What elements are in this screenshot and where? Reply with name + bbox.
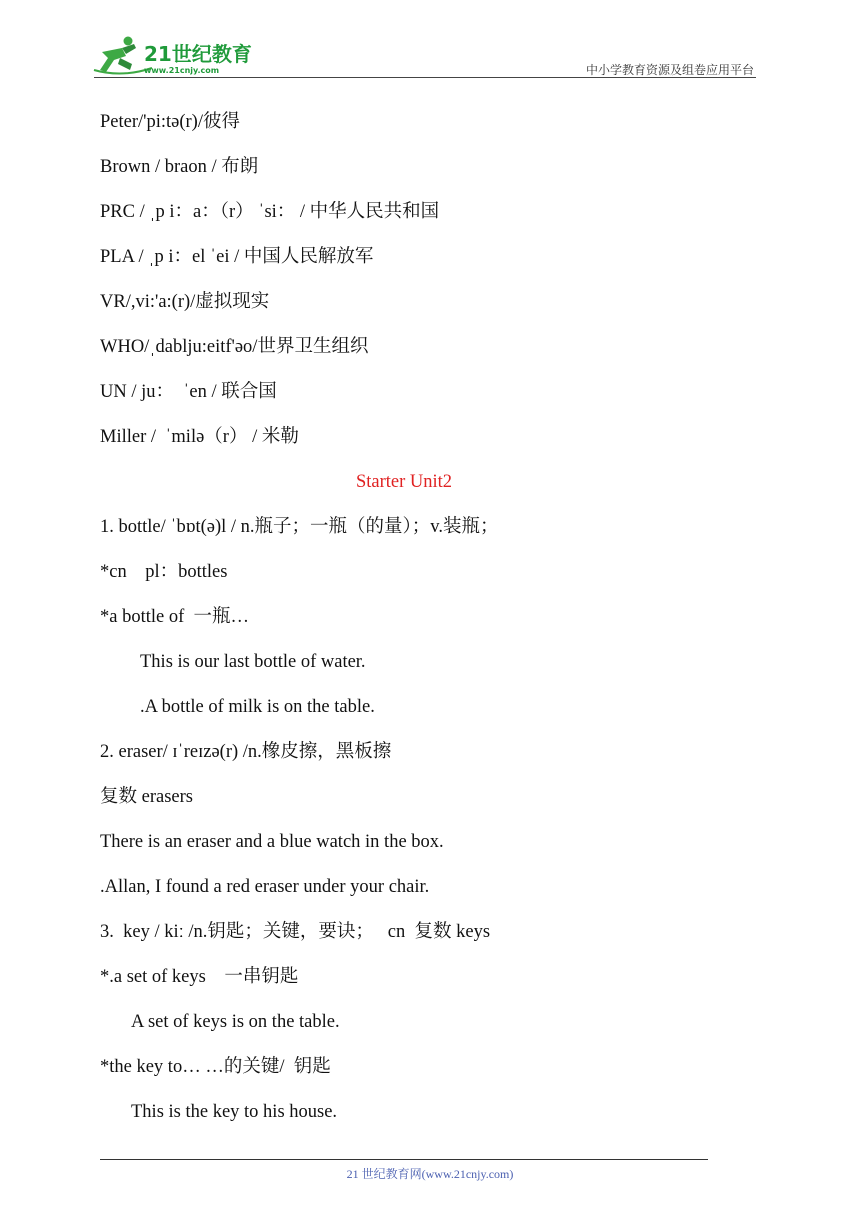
vocab-line: 3. key / kiː /n.钥匙；关键，要诀； cn 复数 keys xyxy=(100,922,491,942)
example-sentence: .A bottle of milk is on the table. xyxy=(140,697,375,717)
vocab-line: *.a set of keys 一串钥匙 xyxy=(100,967,299,987)
site-logo xyxy=(92,34,262,76)
vocab-line: VR/,vi:'a:(r)/虚拟现实 xyxy=(100,292,270,312)
vocab-line: PRC / ˌp i：a：（r） ˈsi： / 中华人民共和国 xyxy=(100,202,440,222)
example-sentence: This is the key to his house. xyxy=(131,1102,338,1122)
vocab-line: 复数 erasers xyxy=(100,787,193,807)
vocab-line: Brown / braon / 布朗 xyxy=(100,157,259,177)
vocab-line: WHO/ˌdablju:eitf'əo/世界卫生组织 xyxy=(100,337,369,357)
section-heading: Starter Unit2 xyxy=(355,472,453,492)
example-sentence: There is an eraser and a blue watch in the box. xyxy=(100,832,444,852)
vocab-line: *the key to… …的关键/ 钥匙 xyxy=(100,1057,331,1077)
footer-text: 21 世纪教育网(www.21cnjy.com) xyxy=(346,1167,514,1181)
logo-text: 21世纪教育 xyxy=(144,42,252,66)
vocab-line: UN / ju： ˈen / 联合国 xyxy=(100,382,277,402)
footer-divider xyxy=(100,1159,708,1160)
vocab-line: Miller / ˈmilə（r） / 米勒 xyxy=(100,427,299,447)
vocab-line: Peter/'pi:tə(r)/彼得 xyxy=(100,112,240,132)
header-title: 中小学教育资源及组卷应用平台 xyxy=(585,63,754,77)
vocab-line: PLA / ˌp i：el ˈei / 中国人民解放军 xyxy=(100,247,374,267)
vocab-line: 1. bottle/ ˈbɒt(ə)l / n.瓶子；一瓶（的量）；v.装瓶； xyxy=(100,517,499,537)
header-divider xyxy=(94,77,756,78)
vocab-line: 2. eraser/ ɪˈreɪzə(r) /n.橡皮擦，黑板擦 xyxy=(100,742,392,762)
logo-url: www.21cnjy.com xyxy=(144,66,220,75)
vocab-line: *cn pl：bottles xyxy=(100,562,228,582)
example-sentence: .Allan, I found a red eraser under your chair. xyxy=(100,877,430,897)
example-sentence: A set of keys is on the table. xyxy=(131,1012,340,1032)
vocab-line: *a bottle of 一瓶… xyxy=(100,607,250,627)
page-header xyxy=(0,0,860,80)
example-sentence: This is our last bottle of water. xyxy=(140,652,366,672)
